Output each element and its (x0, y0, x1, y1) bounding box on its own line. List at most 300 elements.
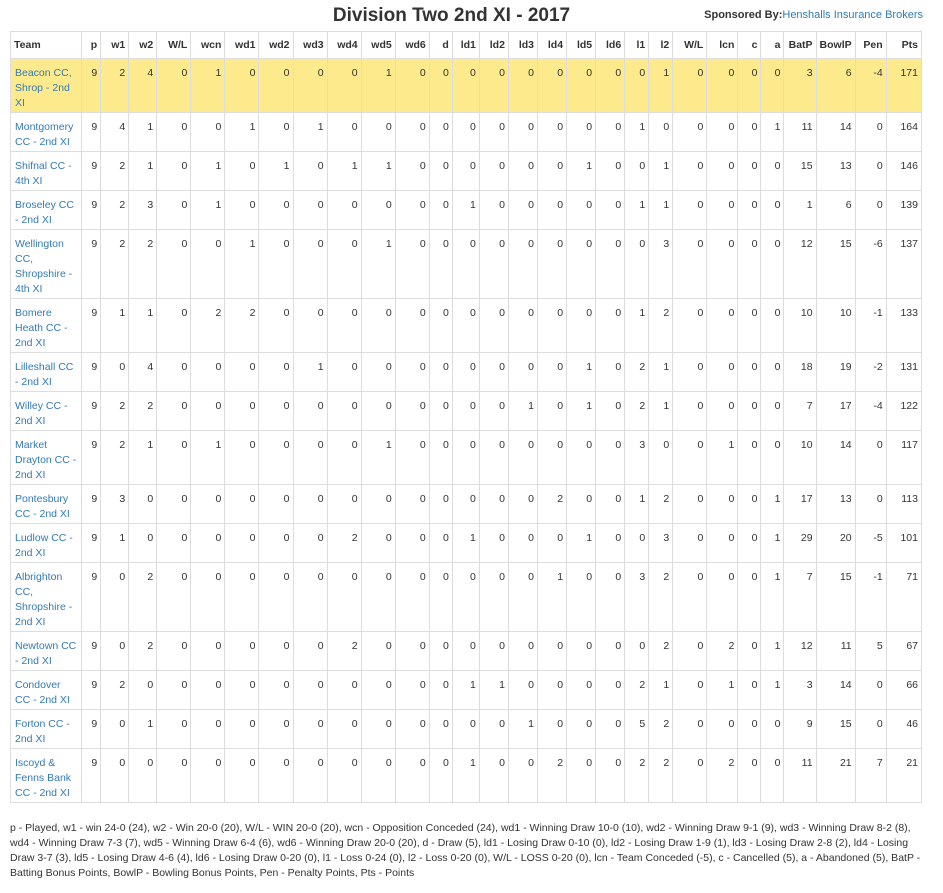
cell-w2: 1 (129, 113, 157, 152)
cell-wcn: 0 (191, 353, 225, 392)
cell-bowlp: 15 (816, 710, 855, 749)
cell-d: 0 (429, 632, 452, 671)
cell-wd3: 0 (293, 230, 327, 299)
table-row (11, 113, 922, 152)
cell-ld2: 0 (479, 113, 508, 152)
cell-batp: 3 (784, 671, 816, 710)
team-cell (11, 485, 82, 524)
cell-pen: -1 (855, 563, 886, 632)
team-link[interactable]: Albrighton CC, Shropshire - 2nd XI (15, 571, 73, 628)
cell-ld4: 0 (537, 632, 566, 671)
cell-ld6: 0 (596, 524, 625, 563)
cell-wd6: 0 (395, 632, 429, 671)
cell-wd1: 0 (225, 485, 259, 524)
cell-ld1: 1 (452, 524, 479, 563)
team-cell (11, 392, 82, 431)
cell-wd2: 0 (259, 392, 293, 431)
cell-bowlp: 17 (816, 392, 855, 431)
team-link[interactable]: Condover CC - 2nd XI (15, 679, 70, 706)
cell-p: 9 (82, 353, 101, 392)
cell-wd1: 0 (225, 671, 259, 710)
cell-wd1: 0 (225, 191, 259, 230)
cell-p: 9 (82, 632, 101, 671)
cell-ld4: 0 (537, 230, 566, 299)
cell-c: 0 (738, 230, 761, 299)
column-header-batp: BatP (784, 32, 816, 59)
table-row (11, 524, 922, 563)
cell-wd2: 0 (259, 353, 293, 392)
cell-w2: 2 (129, 632, 157, 671)
cell-batp: 12 (784, 230, 816, 299)
cell-l2: 1 (649, 59, 673, 113)
team-cell (11, 524, 82, 563)
cell-ld1: 0 (452, 113, 479, 152)
cell-ld3: 0 (508, 230, 537, 299)
team-cell (11, 749, 82, 803)
cell-l1: 0 (625, 59, 649, 113)
cell-w-l-loss: 0 (673, 749, 707, 803)
cell-w2: 2 (129, 230, 157, 299)
cell-w-l-win: 0 (157, 431, 191, 485)
cell-wd2: 1 (259, 152, 293, 191)
cell-ld2: 0 (479, 749, 508, 803)
cell-wd1: 0 (225, 563, 259, 632)
cell-wd5: 1 (361, 431, 395, 485)
cell-wd2: 0 (259, 671, 293, 710)
cell-pts: 113 (886, 485, 921, 524)
cell-ld6: 0 (596, 353, 625, 392)
cell-w-l-win: 0 (157, 299, 191, 353)
cell-a: 1 (761, 113, 784, 152)
table-body (11, 59, 922, 803)
column-header-w1: w1 (101, 32, 129, 59)
cell-ld3: 0 (508, 299, 537, 353)
table-row (11, 392, 922, 431)
cell-lcn: 0 (707, 353, 738, 392)
cell-d: 0 (429, 431, 452, 485)
table-row (11, 230, 922, 299)
cell-batp: 1 (784, 191, 816, 230)
cell-ld3: 0 (508, 191, 537, 230)
cell-pts: 122 (886, 392, 921, 431)
column-header-ld5: ld5 (567, 32, 596, 59)
cell-c: 0 (738, 191, 761, 230)
cell-ld6: 0 (596, 191, 625, 230)
cell-w1: 0 (101, 749, 129, 803)
cell-wd3: 0 (293, 431, 327, 485)
cell-ld5: 0 (567, 230, 596, 299)
column-header-team: Team (11, 32, 82, 59)
cell-pen: 0 (855, 191, 886, 230)
team-link[interactable]: Beacon CC, Shrop - 2nd XI (15, 67, 72, 109)
cell-ld1: 1 (452, 191, 479, 230)
cell-wd2: 0 (259, 563, 293, 632)
cell-pts: 146 (886, 152, 921, 191)
cell-w-l-loss: 0 (673, 230, 707, 299)
cell-w1: 2 (101, 431, 129, 485)
cell-c: 0 (738, 392, 761, 431)
cell-c: 0 (738, 749, 761, 803)
cell-wd1: 1 (225, 230, 259, 299)
cell-pts: 21 (886, 749, 921, 803)
team-link[interactable]: Lilleshall CC - 2nd XI (15, 361, 74, 388)
cell-ld3: 0 (508, 563, 537, 632)
cell-w2: 1 (129, 710, 157, 749)
sponsor-link[interactable]: Henshalls Insurance Brokers (782, 9, 923, 21)
cell-c: 0 (738, 710, 761, 749)
column-header-w-l-loss: W/L (673, 32, 707, 59)
cell-w-l-loss: 0 (673, 392, 707, 431)
cell-p: 9 (82, 431, 101, 485)
cell-lcn: 1 (707, 671, 738, 710)
cell-d: 0 (429, 230, 452, 299)
cell-ld6: 0 (596, 485, 625, 524)
cell-lcn: 0 (707, 59, 738, 113)
cell-w1: 2 (101, 392, 129, 431)
cell-ld3: 0 (508, 485, 537, 524)
cell-ld5: 0 (567, 485, 596, 524)
cell-a: 0 (761, 392, 784, 431)
cell-l2: 2 (649, 563, 673, 632)
cell-w1: 2 (101, 191, 129, 230)
column-header-c: c (738, 32, 761, 59)
team-link[interactable]: Montgomery CC - 2nd XI (15, 121, 74, 148)
table-row (11, 299, 922, 353)
cell-ld2: 0 (479, 59, 508, 113)
cell-wd6: 0 (395, 485, 429, 524)
cell-wd6: 0 (395, 353, 429, 392)
cell-w-l-win: 0 (157, 524, 191, 563)
cell-a: 0 (761, 152, 784, 191)
cell-c: 0 (738, 59, 761, 113)
table-row (11, 749, 922, 803)
team-link[interactable]: Wellington CC, Shropshire - 4th XI (15, 238, 73, 295)
cell-wd6: 0 (395, 431, 429, 485)
cell-pen: 0 (855, 710, 886, 749)
team-link[interactable]: Broseley CC - 2nd XI (15, 199, 74, 226)
team-link[interactable]: Forton CC - 2nd XI (15, 718, 70, 745)
table-row (11, 152, 922, 191)
cell-wd6: 0 (395, 230, 429, 299)
column-header-a: a (761, 32, 784, 59)
cell-w1: 2 (101, 152, 129, 191)
cell-pts: 101 (886, 524, 921, 563)
cell-pts: 171 (886, 59, 921, 113)
cell-pen: 0 (855, 431, 886, 485)
cell-ld4: 0 (537, 353, 566, 392)
cell-wcn: 2 (191, 299, 225, 353)
cell-l2: 0 (649, 113, 673, 152)
cell-lcn: 0 (707, 230, 738, 299)
cell-l1: 2 (625, 353, 649, 392)
cell-w1: 0 (101, 632, 129, 671)
table-row (11, 353, 922, 392)
cell-wd4: 0 (327, 749, 361, 803)
cell-d: 0 (429, 671, 452, 710)
cell-p: 9 (82, 749, 101, 803)
cell-l2: 1 (649, 353, 673, 392)
team-link[interactable]: Newtown CC - 2nd XI (15, 640, 77, 667)
cell-ld4: 0 (537, 152, 566, 191)
cell-wd1: 0 (225, 353, 259, 392)
cell-w-l-win: 0 (157, 392, 191, 431)
cell-pen: 0 (855, 113, 886, 152)
cell-w-l-win: 0 (157, 191, 191, 230)
cell-l2: 2 (649, 632, 673, 671)
cell-wd6: 0 (395, 749, 429, 803)
cell-lcn: 0 (707, 191, 738, 230)
cell-d: 0 (429, 524, 452, 563)
cell-wd4: 0 (327, 485, 361, 524)
cell-a: 1 (761, 485, 784, 524)
cell-wd2: 0 (259, 191, 293, 230)
cell-wd5: 0 (361, 671, 395, 710)
cell-l1: 0 (625, 152, 649, 191)
cell-ld2: 0 (479, 191, 508, 230)
cell-ld4: 0 (537, 299, 566, 353)
cell-p: 9 (82, 485, 101, 524)
cell-w2: 0 (129, 524, 157, 563)
cell-ld5: 0 (567, 671, 596, 710)
cell-wcn: 0 (191, 632, 225, 671)
cell-ld5: 0 (567, 632, 596, 671)
cell-w2: 1 (129, 431, 157, 485)
cell-pts: 133 (886, 299, 921, 353)
cell-ld5: 1 (567, 392, 596, 431)
cell-wd5: 0 (361, 632, 395, 671)
cell-p: 9 (82, 191, 101, 230)
cell-bowlp: 10 (816, 299, 855, 353)
cell-wcn: 1 (191, 152, 225, 191)
cell-w1: 1 (101, 299, 129, 353)
cell-w-l-win: 0 (157, 749, 191, 803)
team-cell (11, 191, 82, 230)
cell-batp: 29 (784, 524, 816, 563)
cell-ld6: 0 (596, 230, 625, 299)
cell-w2: 0 (129, 671, 157, 710)
cell-wd2: 0 (259, 524, 293, 563)
cell-ld2: 0 (479, 485, 508, 524)
team-link[interactable]: Iscoyd & Fenns Bank CC - 2nd XI (15, 757, 72, 799)
sponsor-line (704, 9, 923, 21)
sponsor-label: Sponsored By: (704, 9, 783, 21)
cell-l1: 2 (625, 392, 649, 431)
team-cell (11, 299, 82, 353)
cell-p: 9 (82, 152, 101, 191)
cell-wd5: 0 (361, 563, 395, 632)
cell-l2: 2 (649, 299, 673, 353)
cell-pen: 0 (855, 671, 886, 710)
cell-ld4: 2 (537, 749, 566, 803)
cell-batp: 11 (784, 113, 816, 152)
cell-pen: -5 (855, 524, 886, 563)
cell-l1: 0 (625, 524, 649, 563)
cell-w-l-win: 0 (157, 59, 191, 113)
cell-bowlp: 19 (816, 353, 855, 392)
cell-p: 9 (82, 392, 101, 431)
cell-w-l-loss: 0 (673, 59, 707, 113)
cell-ld3: 0 (508, 524, 537, 563)
cell-lcn: 2 (707, 749, 738, 803)
cell-wd6: 0 (395, 563, 429, 632)
cell-wd4: 0 (327, 392, 361, 431)
cell-a: 1 (761, 632, 784, 671)
cell-ld2: 0 (479, 299, 508, 353)
cell-wd2: 0 (259, 431, 293, 485)
cell-p: 9 (82, 710, 101, 749)
cell-wd4: 2 (327, 524, 361, 563)
cell-wcn: 0 (191, 230, 225, 299)
cell-wd6: 0 (395, 299, 429, 353)
cell-d: 0 (429, 152, 452, 191)
column-header-pts: Pts (886, 32, 921, 59)
table-row (11, 485, 922, 524)
column-header-ld3: ld3 (508, 32, 537, 59)
cell-ld5: 0 (567, 191, 596, 230)
cell-lcn: 0 (707, 485, 738, 524)
table-row (11, 59, 922, 113)
cell-wcn: 1 (191, 191, 225, 230)
cell-ld4: 0 (537, 113, 566, 152)
cell-ld5: 0 (567, 749, 596, 803)
cell-c: 0 (738, 563, 761, 632)
cell-wcn: 0 (191, 524, 225, 563)
cell-l2: 2 (649, 710, 673, 749)
cell-w-l-win: 0 (157, 563, 191, 632)
cell-w-l-loss: 0 (673, 299, 707, 353)
cell-ld2: 1 (479, 671, 508, 710)
cell-lcn: 2 (707, 632, 738, 671)
cell-ld1: 1 (452, 749, 479, 803)
cell-a: 0 (761, 230, 784, 299)
cell-ld5: 0 (567, 59, 596, 113)
cell-ld6: 0 (596, 392, 625, 431)
cell-w-l-loss: 0 (673, 671, 707, 710)
cell-ld1: 0 (452, 485, 479, 524)
cell-w1: 4 (101, 113, 129, 152)
cell-pen: 5 (855, 632, 886, 671)
team-link[interactable]: Willey CC - 2nd XI (15, 400, 68, 427)
cell-bowlp: 21 (816, 749, 855, 803)
cell-wd3: 0 (293, 749, 327, 803)
column-header-w2: w2 (129, 32, 157, 59)
cell-w-l-win: 0 (157, 632, 191, 671)
cell-wd1: 0 (225, 431, 259, 485)
cell-wd3: 0 (293, 152, 327, 191)
column-header-ld2: ld2 (479, 32, 508, 59)
cell-w-l-loss: 0 (673, 485, 707, 524)
cell-l1: 1 (625, 485, 649, 524)
cell-p: 9 (82, 230, 101, 299)
cell-batp: 15 (784, 152, 816, 191)
cell-wd6: 0 (395, 191, 429, 230)
cell-ld1: 0 (452, 431, 479, 485)
column-header-wcn: wcn (191, 32, 225, 59)
cell-lcn: 0 (707, 152, 738, 191)
cell-wd4: 1 (327, 152, 361, 191)
cell-ld1: 0 (452, 632, 479, 671)
team-cell (11, 632, 82, 671)
cell-wd6: 0 (395, 524, 429, 563)
table-row (11, 191, 922, 230)
cell-d: 0 (429, 59, 452, 113)
cell-wd6: 0 (395, 710, 429, 749)
cell-bowlp: 15 (816, 563, 855, 632)
cell-bowlp: 13 (816, 152, 855, 191)
cell-w-l-loss: 0 (673, 113, 707, 152)
cell-wcn: 0 (191, 392, 225, 431)
cell-pts: 164 (886, 113, 921, 152)
column-header-l2: l2 (649, 32, 673, 59)
team-link[interactable]: Shifnal CC - 4th XI (15, 160, 72, 187)
cell-batp: 12 (784, 632, 816, 671)
cell-ld5: 0 (567, 710, 596, 749)
cell-d: 0 (429, 563, 452, 632)
cell-l1: 1 (625, 113, 649, 152)
page-title: Division Two 2nd XI - 2017 (332, 5, 571, 26)
table-row (11, 632, 922, 671)
cell-d: 0 (429, 749, 452, 803)
cell-wd1: 0 (225, 632, 259, 671)
cell-ld6: 0 (596, 632, 625, 671)
team-cell (11, 230, 82, 299)
team-link[interactable]: Bomere Heath CC - 2nd XI (15, 307, 68, 349)
cell-ld2: 0 (479, 524, 508, 563)
cell-pen: 0 (855, 485, 886, 524)
cell-wd6: 0 (395, 152, 429, 191)
cell-l2: 1 (649, 671, 673, 710)
cell-ld4: 0 (537, 431, 566, 485)
cell-wd4: 0 (327, 563, 361, 632)
cell-wd5: 0 (361, 392, 395, 431)
cell-ld3: 0 (508, 749, 537, 803)
team-link[interactable]: Ludlow CC - 2nd XI (15, 532, 73, 559)
cell-wd3: 0 (293, 710, 327, 749)
cell-pts: 66 (886, 671, 921, 710)
cell-c: 0 (738, 353, 761, 392)
cell-wd5: 1 (361, 59, 395, 113)
column-header-wd3: wd3 (293, 32, 327, 59)
cell-ld1: 0 (452, 230, 479, 299)
cell-l1: 1 (625, 191, 649, 230)
cell-wd1: 0 (225, 710, 259, 749)
cell-batp: 11 (784, 749, 816, 803)
cell-ld5: 1 (567, 524, 596, 563)
cell-pts: 71 (886, 563, 921, 632)
cell-a: 1 (761, 563, 784, 632)
cell-wcn: 1 (191, 59, 225, 113)
cell-w-l-loss: 0 (673, 353, 707, 392)
column-header-wd1: wd1 (225, 32, 259, 59)
cell-d: 0 (429, 392, 452, 431)
cell-d: 0 (429, 353, 452, 392)
cell-l2: 1 (649, 152, 673, 191)
column-header-ld4: ld4 (537, 32, 566, 59)
cell-ld2: 0 (479, 431, 508, 485)
cell-wd6: 0 (395, 392, 429, 431)
cell-w-l-loss: 0 (673, 632, 707, 671)
cell-pen: 0 (855, 152, 886, 191)
cell-pts: 46 (886, 710, 921, 749)
cell-wcn: 0 (191, 485, 225, 524)
cell-w2: 1 (129, 152, 157, 191)
team-link[interactable]: Market Drayton CC - 2nd XI (15, 439, 77, 481)
cell-wd3: 0 (293, 671, 327, 710)
team-link[interactable]: Pontesbury CC - 2nd XI (15, 493, 70, 520)
cell-wd5: 1 (361, 230, 395, 299)
cell-ld6: 0 (596, 299, 625, 353)
cell-wd2: 0 (259, 632, 293, 671)
